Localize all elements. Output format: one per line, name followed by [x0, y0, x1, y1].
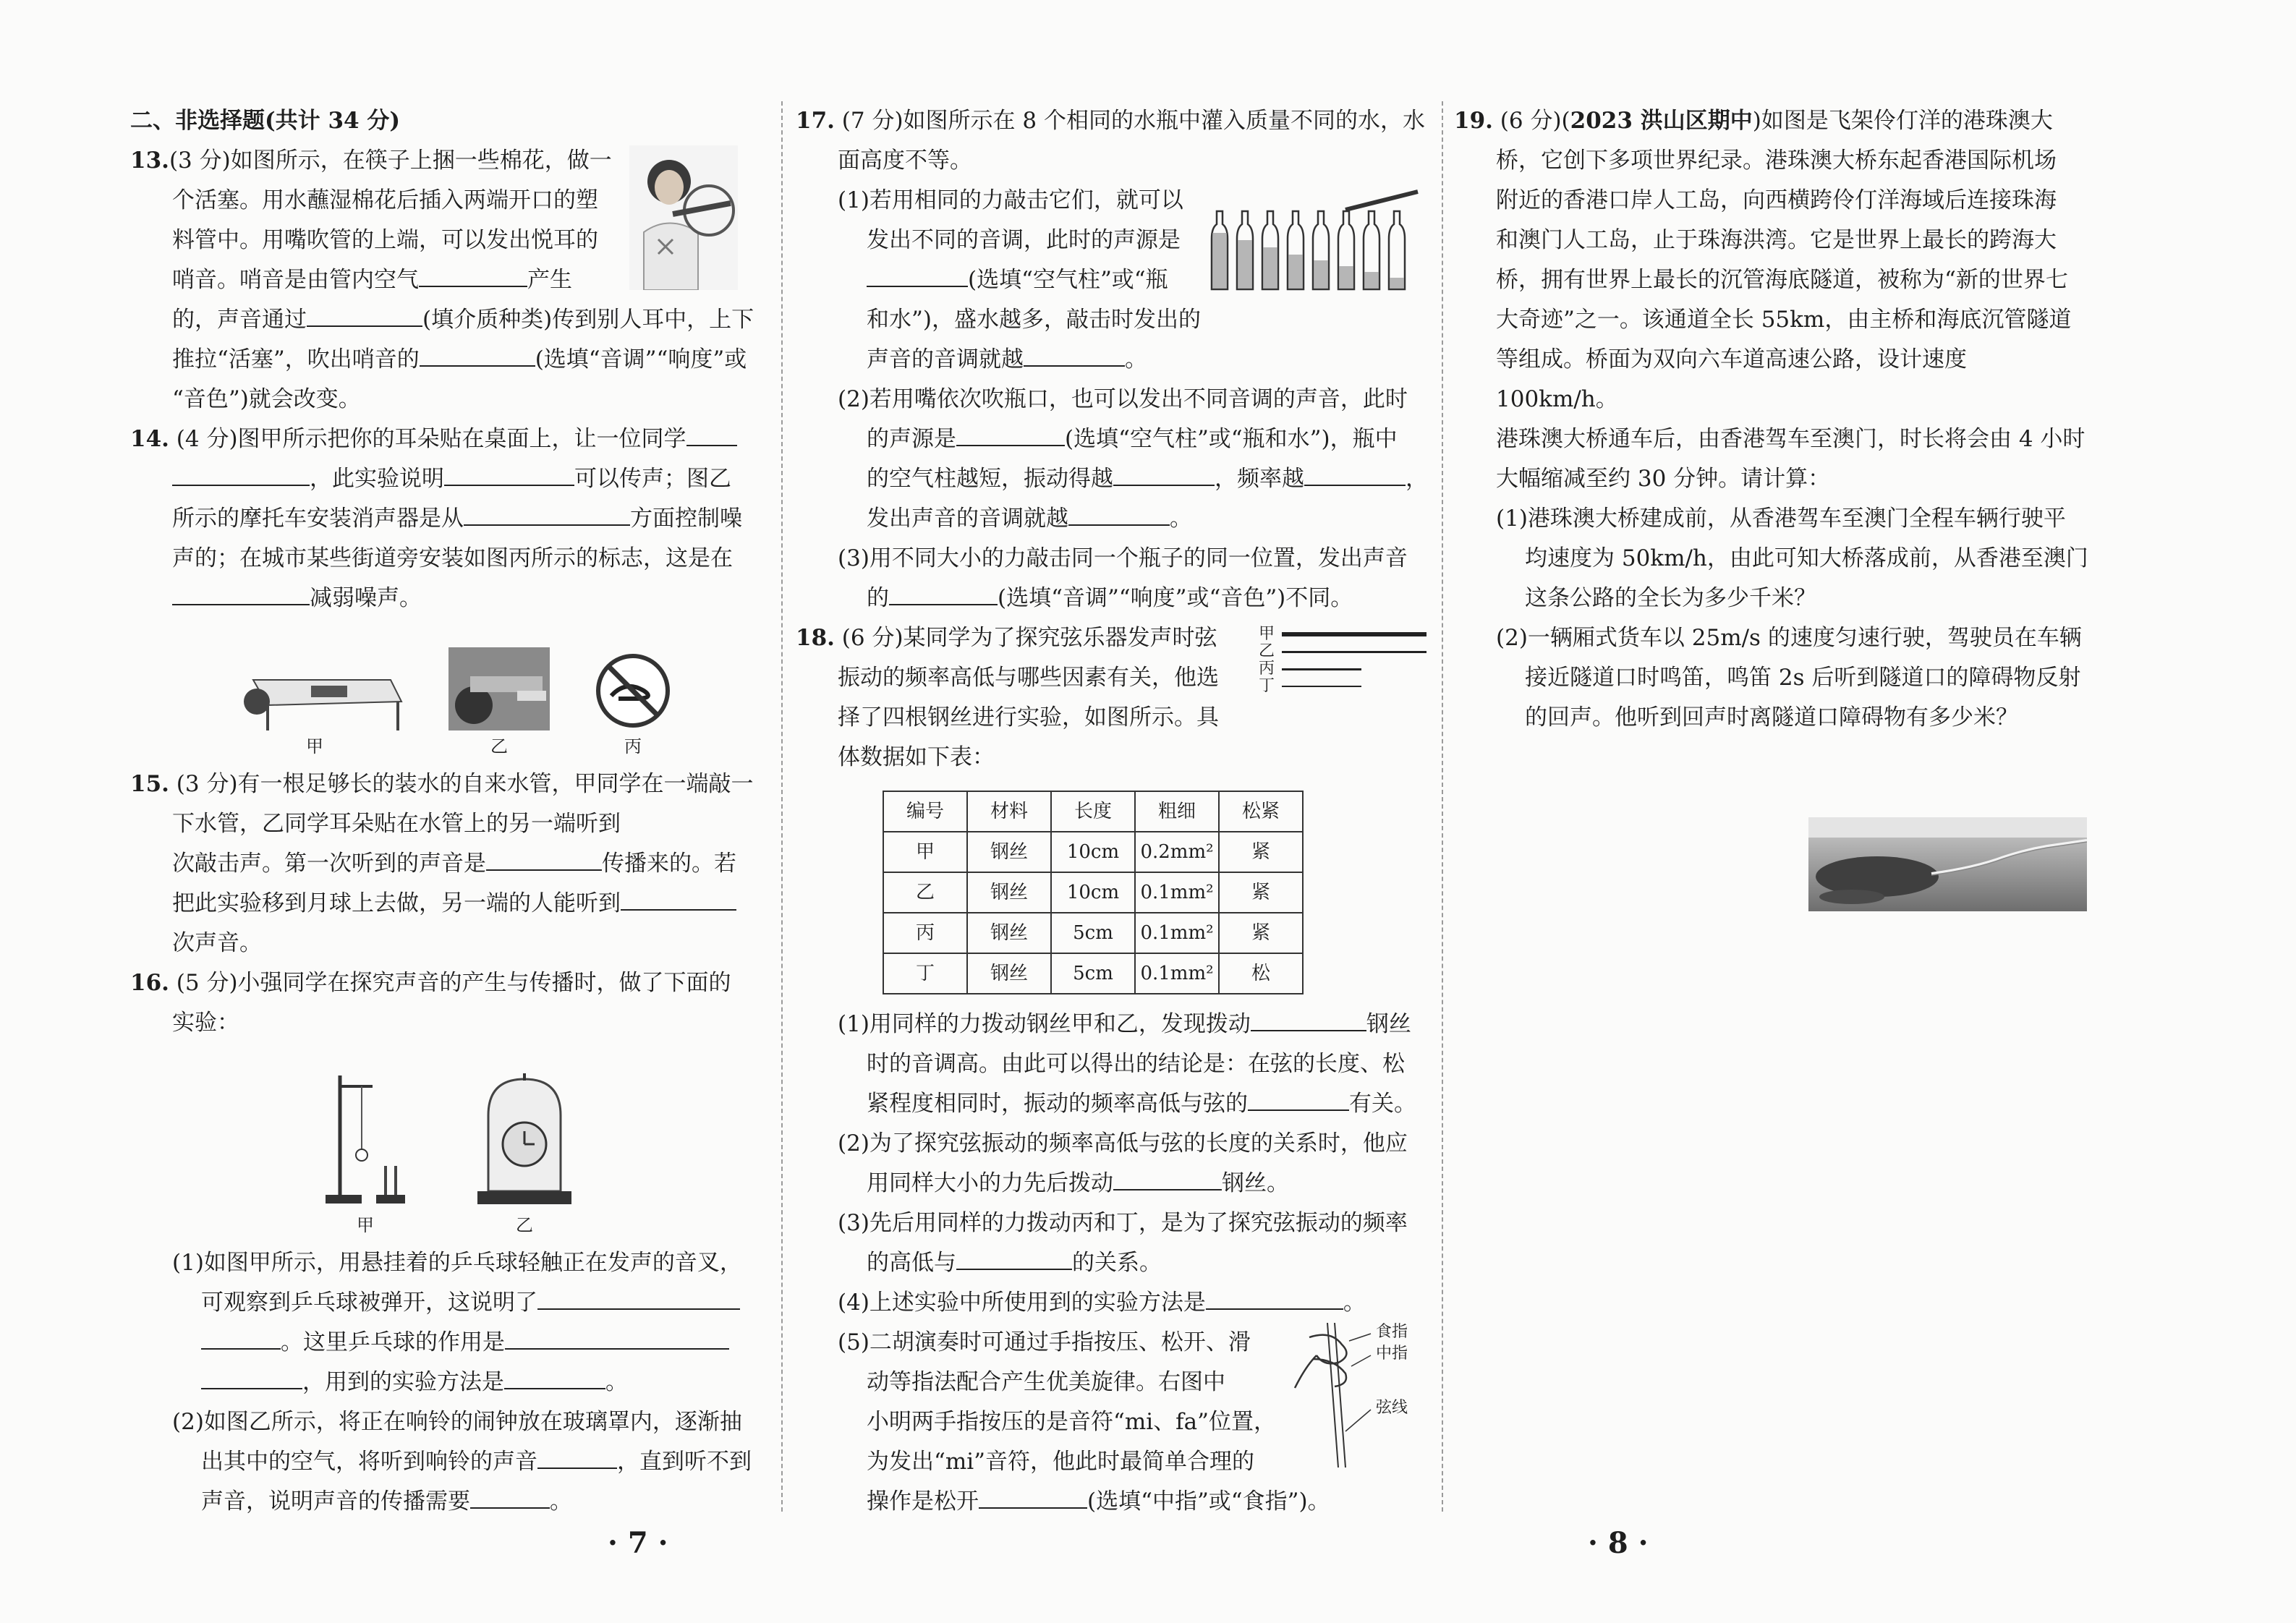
q18-p4b: 。: [1343, 1290, 1366, 1316]
table-row: [883, 953, 1303, 994]
q17-text2: 面高度不等。: [838, 148, 972, 174]
q13-line7: “音色”)就会改变。: [172, 386, 361, 412]
q16-figures: [130, 1065, 767, 1236]
q19-text9: 大幅缩减至约 30 分钟。请计算：: [1496, 466, 1831, 492]
q18-p5d: 为发出“mi”音符，他此时最简单合理的: [867, 1449, 1255, 1475]
q17-p2a: (2)若用嘴依次吹瓶口，也可以发出不同音调的声音，此时: [838, 386, 1408, 412]
q16-caption-b: 乙: [516, 1215, 533, 1235]
q17-blank5[interactable]: [1304, 466, 1406, 486]
table-cell: 钢丝: [967, 832, 1051, 872]
q13-line1: (3 分)如图所示，在筷子上捆一些棉花，做一: [169, 148, 612, 174]
q14-text5: 方面控制噪: [630, 506, 742, 532]
q17-p1c: (选填“空气柱”或“瓶: [968, 267, 1168, 293]
q17-p2g: 发出声音的音调就越: [867, 506, 1068, 532]
q14-blank3[interactable]: [464, 506, 630, 526]
q18-p5f: (选填“中指”或“食指”)。: [1087, 1488, 1330, 1515]
column-left: [130, 101, 767, 1522]
q18-blank4[interactable]: [956, 1250, 1072, 1270]
table-row: [883, 832, 1303, 872]
q17-p2h: 。: [1170, 506, 1192, 532]
table-cell: 钢丝: [967, 913, 1051, 953]
q18-p2b: 用同样大小的力先后拨动: [867, 1170, 1113, 1196]
q18-p3a: (3)先后用同样的力拨动丙和丁，是为了探究弦振动的频率: [838, 1210, 1408, 1236]
q16-p1a: (1)如图甲所示，用悬挂着的乒乓球轻触正在发声的音叉，: [172, 1250, 742, 1276]
q15-text3: 次敲击声。第一次听到的声音是: [172, 851, 486, 877]
q19-text2: 桥，它创下多项世界纪录。港珠澳大桥东起香港国际机场: [1496, 148, 2057, 174]
q16-p1c: 。这里乒乓球的作用是: [281, 1329, 505, 1355]
question-18: [796, 618, 1432, 1522]
table-row: [883, 872, 1303, 913]
q17-p2c: (选填“空气柱”或“瓶和水”)，瓶中: [1065, 426, 1398, 452]
q16-caption-a: 甲: [357, 1215, 374, 1235]
q19-text7: 等组成。桥面为双向六车道高速公路，设计速度 100km/h。: [1496, 346, 1967, 412]
q16-blank2a[interactable]: [505, 1329, 729, 1350]
q14-text3: 可以传声；图乙: [574, 466, 731, 492]
q14-figure-b: [448, 647, 550, 757]
table-cell: 5cm: [1051, 913, 1135, 953]
q17-blank6[interactable]: [1068, 506, 1170, 526]
q15-text5: 把此实验移到月球上去做，另一端的人能听到: [172, 890, 621, 916]
q17-blank1[interactable]: [867, 267, 968, 287]
q13-line3: 料管中。用嘴吹管的上端，可以发出悦耳的: [172, 227, 598, 253]
q17-p1d: 和水”)，盛水越多，敲击时发出的: [867, 307, 1201, 333]
q16-blank1a[interactable]: [537, 1290, 740, 1310]
wire-label-a: 甲: [1259, 625, 1275, 643]
q13-line4: 哨音。哨音是由管内空气: [172, 267, 419, 293]
q17-blank2[interactable]: [1024, 346, 1125, 367]
table-header: 长度: [1051, 791, 1135, 832]
page-number-right: · 8 ·: [1588, 1526, 1649, 1560]
q16-figure-b: [474, 1065, 575, 1236]
table-cell: 10cm: [1051, 872, 1135, 913]
q19-source: 2023 洪山区期中: [1570, 108, 1753, 134]
q18-text1: (6 分)某同学为了探究弦乐器发声时弦: [841, 625, 1217, 651]
q16-blank1b[interactable]: [201, 1329, 281, 1350]
q18-blank1[interactable]: [1251, 1011, 1366, 1031]
wire-label-c: 丙: [1259, 660, 1275, 678]
q18-p4a: (4)上述实验中所使用到的实验方法是: [838, 1290, 1206, 1316]
q13-blank1[interactable]: [419, 267, 527, 287]
q19-text8: 港珠澳大桥通车后，由香港驾车至澳门，时长将会由 4 小时: [1496, 426, 2085, 452]
q14-figure-c: [593, 651, 673, 757]
q15-blank1[interactable]: [486, 851, 602, 871]
wire-c: [1282, 668, 1361, 670]
table-header: 材料: [967, 791, 1051, 832]
q17-p3a: (3)用不同大小的力敲击同一个瓶子的同一位置，发出声音: [838, 545, 1408, 571]
q16-p1b: 可观察到乒乓球被弹开，这说明了: [201, 1290, 537, 1316]
q13-number: 13.: [130, 148, 169, 174]
q16-figure-a: [322, 1065, 409, 1236]
q13-blank3[interactable]: [420, 346, 535, 367]
q14-caption-c: 丙: [624, 736, 642, 757]
q18-text4: 体数据如下表：: [838, 744, 995, 770]
q17-number: 17.: [796, 108, 835, 134]
q19-p1a: (1)港珠澳大桥建成前，从香港驾车至澳门全程车辆行驶平: [1496, 506, 2066, 532]
q16-text1: (5 分)小强同学在探究声音的产生与传播时，做了下面的: [176, 970, 731, 996]
table-header: 松紧: [1219, 791, 1303, 832]
q18-text3: 择了四根钢丝进行实验，如图所示。具: [838, 704, 1219, 730]
table-cell: 钢丝: [967, 872, 1051, 913]
table-cell: 钢丝: [967, 953, 1051, 994]
q18-p5b: 动等指法配合产生优美旋律。右图中: [867, 1369, 1225, 1395]
table-header: 编号: [883, 791, 967, 832]
q17-bottles-figure: [1208, 188, 1425, 310]
table-cell: 紧: [1219, 913, 1303, 953]
q19-number: 19.: [1454, 108, 1493, 134]
q13-photo: [629, 145, 738, 290]
q18-data-table: [883, 791, 1304, 994]
q14-text1: (4 分)图甲所示把你的耳朵贴在桌面上，让一位同学: [176, 426, 686, 452]
table-cell: 松: [1219, 953, 1303, 994]
page-number-left: · 7 ·: [608, 1526, 668, 1560]
q16-blank5[interactable]: [470, 1488, 550, 1509]
q18-p1e: 有关。: [1349, 1091, 1416, 1117]
q13-line6b: (选填“音调”“响度”或: [535, 346, 747, 372]
question-15: [130, 764, 767, 963]
q18-p2a: (2)为了探究弦振动的频率高低与弦的长度的关系时，他应: [838, 1130, 1408, 1156]
q17-p1b: 发出不同的音调，此时的声源是: [867, 227, 1181, 253]
question-16: [130, 963, 767, 1522]
q13-blank2[interactable]: [307, 307, 422, 327]
q16-p1d: ，用到的实验方法是: [302, 1369, 504, 1395]
q14-text4: 所示的摩托车安装消声器是从: [172, 506, 464, 532]
q17-p2e: ，频率越: [1215, 466, 1304, 492]
table-cell: 紧: [1219, 832, 1303, 872]
q14-caption-b: 乙: [490, 736, 508, 757]
column-right: [1454, 101, 2091, 911]
q19-p2c: 的回声。他听到回声时离隧道口障碍物有多少米？: [1525, 704, 2018, 730]
q18-p1a: (1)用同样的力拨动钢丝甲和乙，发现拨动: [838, 1011, 1251, 1037]
q19-text1a: (6 分)(: [1500, 108, 1570, 134]
q19-text1c: )如图是飞架伶仃洋的港珠澳大: [1752, 108, 2053, 134]
column-divider-2: [1442, 101, 1443, 1512]
q13-line5b: (填介质种类)传到别人耳中，上下: [422, 307, 754, 333]
table-cell: 丙: [883, 913, 967, 953]
q14-blank1b[interactable]: [172, 466, 310, 486]
q15-number: 15.: [130, 771, 169, 797]
q18-p1b: 钢丝: [1366, 1011, 1411, 1037]
q15-text4: 传播来的。若: [602, 851, 736, 877]
q15-text6: 次声音。: [172, 930, 262, 956]
q14-text7: 减弱噪声。: [310, 585, 422, 611]
table-cell: 5cm: [1051, 953, 1135, 994]
table-cell: 甲: [883, 832, 967, 872]
table-header: 粗细: [1135, 791, 1219, 832]
finger-label-middle: 中指: [1376, 1345, 1408, 1363]
q15-text2: 下水管，乙同学耳朵贴在水管上的另一端听到: [172, 811, 621, 837]
q13-line5: 的，声音通过: [172, 307, 307, 333]
q18-number: 18.: [796, 625, 835, 651]
q16-p2d: 声音，说明声音的传播需要: [201, 1488, 470, 1515]
q18-p2c: 钢丝。: [1222, 1170, 1289, 1196]
table-header-row: [883, 791, 1303, 832]
column-middle: [796, 101, 1432, 1522]
table-row: [883, 913, 1303, 953]
q16-blank4[interactable]: [537, 1449, 617, 1469]
q16-p2c: ，直到听不到: [617, 1449, 752, 1475]
q13-line4b: 产生: [527, 267, 572, 293]
q16-p2a: (2)如图乙所示，将正在响铃的闹钟放在玻璃罩内，逐渐抽: [172, 1409, 742, 1435]
table-cell: 10cm: [1051, 832, 1135, 872]
q17-p3c: (选填“音调”“响度”或“音色”)不同。: [998, 585, 1353, 611]
q14-number: 14.: [130, 426, 169, 452]
section-title: 二、非选择题(共计 34 分): [130, 108, 401, 134]
q14-caption-a: 甲: [306, 736, 323, 757]
q17-p2b: 的声源是: [867, 426, 956, 452]
question-17: [796, 101, 1432, 618]
q18-p1d: 紧程度相同时，振动的频率高低与弦的: [867, 1091, 1248, 1117]
question-13: [130, 141, 767, 419]
q18-text2: 振动的频率高低与哪些因素有关，他选: [838, 665, 1219, 691]
q18-wires-figure: [1259, 626, 1432, 695]
q19-text6: 大奇迹”之一。该通道全长 55km，由主桥和海底沉管隧道: [1496, 307, 2072, 333]
q17-blank7[interactable]: [889, 585, 998, 605]
q14-figure-a: [224, 651, 405, 757]
q17-p2f: ，: [1406, 466, 1428, 492]
q17-p1e: 声音的音调就越: [867, 346, 1024, 372]
q14-blank4[interactable]: [172, 585, 310, 605]
table-cell: 0.1mm²: [1135, 913, 1219, 953]
q19-p2a: (2)一辆厢式货车以 25m/s 的速度匀速行驶，驾驶员在车辆: [1496, 625, 2082, 651]
q14-blank2[interactable]: [444, 466, 574, 486]
wire-a: [1282, 632, 1427, 636]
q19-bridge-photo: [1808, 817, 2087, 911]
wire-d: [1282, 686, 1361, 687]
q17-blank4[interactable]: [1113, 466, 1215, 486]
q17-blank3[interactable]: [956, 426, 1065, 446]
q18-blank5[interactable]: [1206, 1290, 1343, 1310]
q16-blank3[interactable]: [504, 1369, 605, 1389]
q16-p2e: 。: [550, 1488, 572, 1515]
q19-text5: 桥，拥有世界上最长的沉管海底隧道，被称为“新的世界七: [1496, 267, 2068, 293]
question-19: [1454, 101, 2091, 911]
q14-text2: ，此实验说明: [310, 466, 444, 492]
q16-p2b: 出其中的空气，将听到响铃的声音: [201, 1449, 537, 1475]
wire-b: [1282, 651, 1427, 653]
table-cell: 丁: [883, 953, 967, 994]
q18-blank2[interactable]: [1248, 1091, 1349, 1111]
q19-p2b: 接近隧道口时鸣笛，鸣笛 2s 后听到隧道口的障碍物反射: [1525, 665, 2081, 691]
q18-blank6[interactable]: [979, 1488, 1087, 1509]
q18-blank3[interactable]: [1113, 1170, 1222, 1190]
q17-p2d: 的空气柱越短，振动得越: [867, 466, 1113, 492]
q18-erhu-figure: [1288, 1323, 1432, 1482]
q17-text1: (7 分)如图所示在 8 个相同的水瓶中灌入质量不同的水，水: [841, 108, 1425, 134]
q19-p1c: 这条公路的全长为多少千米？: [1525, 585, 1816, 611]
table-cell: 0.2mm²: [1135, 832, 1219, 872]
q14-figures: [130, 647, 767, 757]
q17-p1a: (1)若用相同的力敲击它们，就可以: [838, 187, 1183, 213]
q16-text2: 实验：: [172, 1010, 239, 1036]
q15-blank2[interactable]: [621, 890, 736, 911]
q18-p5a: (5)二胡演奏时可通过手指按压、松开、滑: [838, 1329, 1251, 1355]
finger-label-string: 弦线: [1376, 1399, 1408, 1417]
q13-line2: 个活塞。用水蘸湿棉花后插入两端开口的塑: [172, 187, 598, 213]
q15-text1: (3 分)有一根足够长的装水的自来水管，甲同学在一端敲一: [176, 771, 754, 797]
table-cell: 乙: [883, 872, 967, 913]
q18-p5c: 小明两手指按压的是音符“mi、fa”位置，: [867, 1409, 1276, 1435]
table-cell: 紧: [1219, 872, 1303, 913]
q17-p3b: 的: [867, 585, 889, 611]
q14-blank1a[interactable]: [686, 426, 737, 446]
table-cell: 0.1mm²: [1135, 953, 1219, 994]
q19-p1b: 均速度为 50km/h，由此可知大桥落成前，从香港至澳门: [1525, 545, 2088, 571]
q18-p5e: 操作是松开: [867, 1488, 979, 1515]
q17-p1f: 。: [1125, 346, 1147, 372]
q13-line6: 推拉“活塞”，吹出哨音的: [172, 346, 420, 372]
wire-label-b: 乙: [1259, 642, 1275, 660]
q19-text4: 和澳门人工岛，止于珠海洪湾。它是世界上最长的跨海大: [1496, 227, 2057, 253]
q16-blank2b[interactable]: [201, 1369, 302, 1389]
q18-p3c: 的关系。: [1072, 1250, 1162, 1276]
finger-label-index: 食指: [1376, 1323, 1408, 1341]
table-cell: 0.1mm²: [1135, 872, 1219, 913]
column-divider-1: [781, 101, 783, 1512]
q18-p3b: 的高低与: [867, 1250, 956, 1276]
question-14: [130, 419, 767, 757]
q14-text6: 声的；在城市某些街道旁安装如图丙所示的标志，这是在: [172, 545, 733, 571]
q16-p1e: 。: [605, 1369, 628, 1395]
wire-label-d: 丁: [1259, 677, 1275, 695]
q16-number: 16.: [130, 970, 169, 996]
q18-p1c: 时的音调高。由此可以得出的结论是：在弦的长度、松: [867, 1051, 1405, 1077]
q19-text3: 附近的香港口岸人工岛，向西横跨伶仃洋海域后连接珠海: [1496, 187, 2057, 213]
